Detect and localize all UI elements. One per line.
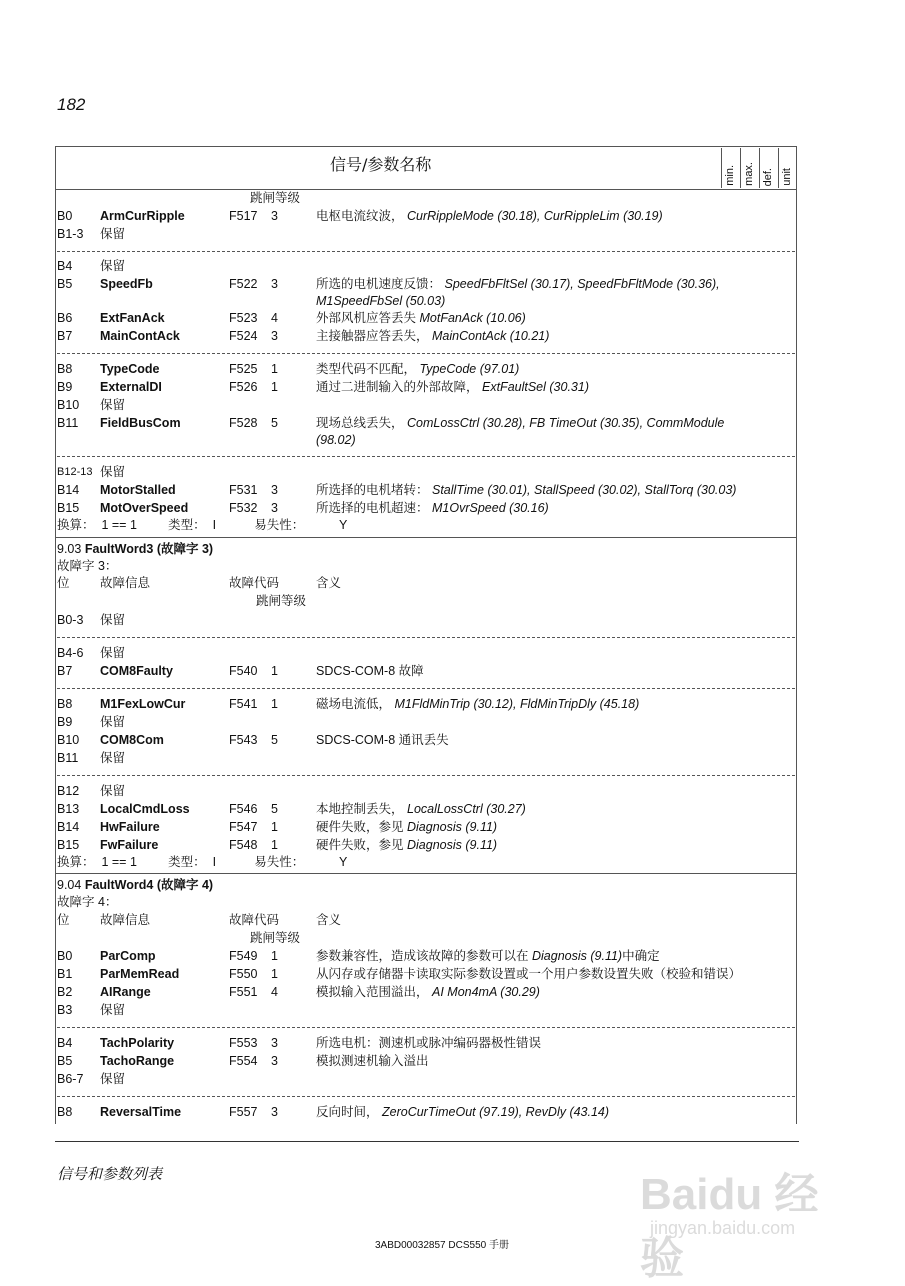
description-text: 含义 [316, 913, 342, 927]
fault-description [316, 837, 497, 854]
bit-label: B10 [57, 733, 80, 747]
group-divider [57, 688, 795, 689]
trip-level: 3 [271, 329, 278, 343]
fault-description [316, 276, 720, 293]
fault-code: F532 [229, 501, 258, 515]
bit-label: B4 [57, 259, 73, 273]
fault-code: F557 [229, 1105, 258, 1119]
fault-description [316, 328, 549, 345]
fault-name: 保留 [100, 715, 126, 729]
description-text: 硬件失败，参见 [316, 838, 404, 852]
column-max [740, 148, 760, 188]
fault-name: ExternalDI [100, 380, 162, 394]
description-text: 从闪存或存储器卡读取实际参数设置或一个用户参数设置失败（校验和错误） [316, 967, 742, 981]
fault-description [316, 310, 526, 327]
trip-level: 3 [271, 483, 278, 497]
fault-name: FwFailure [100, 838, 159, 852]
fault-description [316, 819, 497, 836]
bit-label: B13 [57, 802, 80, 816]
fault-name: ArmCurRipple [100, 209, 185, 223]
description-parameter-ref: M1OvrSpeed (30.16) [432, 501, 549, 515]
description-parameter-ref: (98.02) [316, 433, 356, 447]
column-unit [778, 148, 798, 188]
parameter-divider [55, 537, 797, 538]
fault-description [316, 801, 526, 818]
description-text: 所选择的电机堵转： [316, 483, 429, 497]
group-divider [57, 637, 795, 638]
fault-description [316, 984, 540, 1001]
bit-label: B11 [57, 751, 79, 765]
bit-label: B7 [57, 329, 73, 343]
fault-name: M1FexLowCur [100, 697, 186, 711]
trip-level: 3 [271, 1054, 278, 1068]
description-text: 外部风机应答丢失 [316, 311, 417, 325]
fault-description [316, 948, 660, 965]
description-parameter-ref: ExtFaultSel (30.31) [482, 380, 589, 394]
bit-label: B9 [57, 715, 73, 729]
fault-code: 故障代码 [229, 576, 280, 590]
bit-label: B8 [57, 697, 73, 711]
parameter-heading [57, 541, 213, 558]
description-text: 模拟输入范围溢出， [316, 985, 429, 999]
bit-label: B0 [57, 209, 73, 223]
trip-level: 1 [271, 380, 278, 394]
row-meta-text: 故障字 3： [57, 559, 118, 573]
bit-label: B7 [57, 664, 73, 678]
description-parameter-ref: MainContAck (10.21) [432, 329, 550, 343]
fault-name: FieldBusCom [100, 416, 181, 430]
trip-level: 4 [271, 985, 278, 999]
fault-name: 保留 [100, 784, 126, 798]
fault-name: 保留 [100, 1072, 126, 1086]
description-parameter-ref: M1FldMinTrip (30.12), FldMinTripDly (45.18) [394, 697, 640, 711]
bit-label: B1-3 [57, 227, 84, 241]
trip-level: 1 [271, 697, 278, 711]
fault-description [316, 912, 341, 929]
description-text: 主接触器应答丢失， [316, 329, 429, 343]
parameter-number: 9.03 [57, 542, 82, 556]
trip-level: 4 [271, 311, 278, 325]
fault-description [316, 1104, 609, 1121]
parameter-name: FaultWord3 (故障字 3) [84, 542, 214, 556]
fault-code: F523 [229, 311, 258, 325]
fault-name: 保留 [100, 259, 126, 273]
bit-label: B0 [57, 949, 73, 963]
description-text: 所选的电机速度反馈： [316, 277, 442, 291]
fault-description [316, 415, 724, 432]
parameter-divider [55, 873, 797, 874]
fault-code: F522 [229, 277, 258, 291]
bit-label: B14 [57, 483, 80, 497]
description-parameter-ref: AI Mon4mA (30.29) [432, 985, 540, 999]
fault-name: ParMemRead [100, 967, 180, 981]
baidu-watermark [640, 1140, 850, 1283]
group-divider [57, 456, 795, 457]
trip-level: 1 [271, 949, 278, 963]
trip-level: 跳闸等级 [250, 931, 301, 945]
table-header-title: 信号/参数名称 [330, 155, 432, 174]
bit-label: B14 [57, 820, 80, 834]
description-text-suffix: 中确定 [622, 949, 660, 963]
column-max-label: max. [743, 162, 755, 186]
description-text: 磁场电流低， [316, 697, 392, 711]
bit-label: B6-7 [57, 1072, 84, 1086]
fault-code: F524 [229, 329, 258, 343]
description-text: 电枢电流纹波， [316, 209, 404, 223]
description-text: SDCS-COM-8 故障 [316, 664, 424, 678]
description-text: 反向时间， [316, 1105, 379, 1119]
trip-level: 1 [271, 967, 278, 981]
bit-label: B5 [57, 1054, 73, 1068]
description-text: 通过二进制输入的外部故障， [316, 380, 479, 394]
description-text: 模拟测速机输入溢出 [316, 1054, 429, 1068]
fault-code: F546 [229, 802, 258, 816]
description-text: 参数兼容性，造成该故障的参数可以在 [316, 949, 529, 963]
fault-name: 保留 [100, 751, 126, 765]
bit-label: B0-3 [57, 613, 84, 627]
bit-label: B9 [57, 380, 73, 394]
fault-description [316, 732, 449, 749]
footer-document-id: 3ABD00032857 DCS550 手册 [375, 1240, 509, 1251]
footer-title: 信号和参数列表 [57, 1165, 163, 1183]
group-divider [57, 775, 795, 776]
description-parameter-ref: Diagnosis (9.11) [407, 820, 498, 834]
fault-code: F551 [229, 985, 258, 999]
parameter-number: 9.04 [57, 878, 82, 892]
description-parameter-ref: CurRippleMode (30.18), CurRippleLim (30.19) [407, 209, 663, 223]
description-parameter-ref: LocalLossCtrl (30.27) [407, 802, 526, 816]
bit-label: B10 [57, 398, 80, 412]
description-text: 本地控制丢失， [316, 802, 404, 816]
fault-name: 保留 [100, 646, 126, 660]
column-def-label: def. [762, 167, 774, 186]
fault-code: F543 [229, 733, 258, 747]
fault-description [316, 1035, 541, 1052]
description-text: 硬件失败，参见 [316, 820, 404, 834]
bit-label: B12 [57, 784, 80, 798]
fault-name: MotOverSpeed [100, 501, 189, 515]
fault-code: F547 [229, 820, 258, 834]
watermark-url: jingyan.baidu.com [650, 1218, 796, 1238]
description-parameter-ref: SpeedFbFltSel (30.17), SpeedFbFltMode (30.36), [444, 277, 720, 291]
bit-label: B5 [57, 277, 73, 291]
description-parameter-ref: StallTime (30.01), StallSpeed (30.02), StallTorq (30.03) [432, 483, 737, 497]
bit-label: B12-13 [57, 466, 93, 478]
header-separator [55, 189, 797, 190]
trip-level: 跳闸等级 [256, 594, 307, 608]
fault-code: F554 [229, 1054, 258, 1068]
bit-label: B8 [57, 1105, 73, 1119]
fault-name: 保留 [100, 1003, 126, 1017]
bit-label: 位 [57, 913, 70, 927]
fault-code: F525 [229, 362, 258, 376]
fault-name: TachoRange [100, 1054, 175, 1068]
column-min-label: min. [724, 165, 736, 186]
description-text: 所选电机：测速机或脉冲编码器极性错误 [316, 1036, 542, 1050]
trip-level: 1 [271, 838, 278, 852]
bit-label: B15 [57, 501, 80, 515]
trip-level: 3 [271, 1036, 278, 1050]
fault-description [316, 1053, 429, 1070]
description-parameter-ref: M1SpeedFbSel (50.03) [316, 294, 446, 308]
trip-level: 1 [271, 664, 278, 678]
fault-code: F550 [229, 967, 258, 981]
group-divider [57, 353, 795, 354]
parameter-name: FaultWord4 (故障字 4) [84, 878, 214, 892]
fault-code: F531 [229, 483, 258, 497]
bit-label: B2 [57, 985, 73, 999]
fault-code: F548 [229, 838, 258, 852]
bit-label: B4-6 [57, 646, 84, 660]
fault-name: 保留 [100, 465, 126, 479]
fault-name: LocalCmdLoss [100, 802, 190, 816]
fault-name: 故障信息 [100, 576, 151, 590]
trip-level: 3 [271, 501, 278, 515]
fault-name: MainContAck [100, 329, 180, 343]
bit-label: B6 [57, 311, 73, 325]
trip-level: 3 [271, 277, 278, 291]
fault-name: COM8Com [100, 733, 164, 747]
fault-name: ParComp [100, 949, 156, 963]
fault-code: F528 [229, 416, 258, 430]
fault-name: MotorStalled [100, 483, 176, 497]
column-def [759, 148, 779, 188]
fault-description [316, 663, 424, 680]
bit-label: B3 [57, 1003, 73, 1017]
trip-level: 3 [271, 209, 278, 223]
bit-label: B4 [57, 1036, 73, 1050]
bit-label: B1 [57, 967, 73, 981]
description-text: SDCS-COM-8 通讯丢失 [316, 733, 449, 747]
fault-name: TypeCode [100, 362, 160, 376]
description-text: 所选择的电机超速： [316, 501, 429, 515]
group-divider [57, 1027, 795, 1028]
description-parameter-ref: ZeroCurTimeOut (97.19), RevDly (43.14) [382, 1105, 610, 1119]
description-parameter-ref: TypeCode (97.01) [419, 362, 520, 376]
page-number: 182 [57, 95, 86, 114]
description-text: 含义 [316, 576, 342, 590]
fault-name: AIRange [100, 985, 151, 999]
fault-name: TachPolarity [100, 1036, 175, 1050]
column-unit-label: unit [781, 168, 793, 186]
group-divider [57, 251, 795, 252]
trip-level: 跳闸等级 [250, 191, 301, 205]
description-parameter-ref: Diagnosis (9.11) [407, 838, 498, 852]
bit-label: B15 [57, 838, 80, 852]
trip-level: 5 [271, 733, 278, 747]
fault-description [316, 500, 549, 517]
fault-name: ReversalTime [100, 1105, 182, 1119]
watermark-logo-text: Baidu 经验 [640, 1170, 819, 1283]
fault-code: F553 [229, 1036, 258, 1050]
description-parameter-ref: Diagnosis (9.11) [532, 949, 623, 963]
group-divider [57, 1096, 795, 1097]
bit-label: B11 [57, 416, 79, 430]
fault-name: SpeedFb [100, 277, 153, 291]
fault-code: F526 [229, 380, 258, 394]
fault-name: 保留 [100, 613, 126, 627]
column-min [721, 148, 741, 188]
fault-name: 保留 [100, 227, 126, 241]
fault-description [316, 293, 445, 310]
row-meta-text: 换算： 1 == 1 类型： I 易失性： Y [57, 855, 348, 869]
parameter-heading [57, 877, 213, 894]
fault-description [316, 379, 589, 396]
description-parameter-ref: ComLossCtrl (30.28), FB TimeOut (30.35), CommModule [407, 416, 725, 430]
row-meta-text: 故障字 4： [57, 895, 118, 909]
fault-description [316, 482, 736, 499]
trip-level: 3 [271, 1105, 278, 1119]
trip-level: 1 [271, 362, 278, 376]
description-parameter-ref: MotFanAck (10.06) [419, 311, 526, 325]
fault-description [316, 696, 639, 713]
bit-label: 位 [57, 576, 70, 590]
fault-description [316, 575, 341, 592]
trip-level: 5 [271, 802, 278, 816]
fault-code: F541 [229, 697, 258, 711]
trip-level: 5 [271, 416, 278, 430]
fault-description [316, 208, 663, 225]
fault-description [316, 361, 519, 378]
fault-description [316, 966, 741, 983]
fault-code: F540 [229, 664, 258, 678]
fault-name: ExtFanAck [100, 311, 165, 325]
fault-name: HwFailure [100, 820, 160, 834]
fault-description [316, 432, 356, 449]
description-text: 类型代码不匹配， [316, 362, 417, 376]
row-meta-text: 换算： 1 == 1 类型： I 易失性： Y [57, 518, 348, 532]
description-text: 现场总线丢失， [316, 416, 404, 430]
fault-code: 故障代码 [229, 913, 280, 927]
trip-level: 1 [271, 820, 278, 834]
bit-label: B8 [57, 362, 73, 376]
fault-code: F549 [229, 949, 258, 963]
fault-name: 保留 [100, 398, 126, 412]
fault-name: COM8Faulty [100, 664, 173, 678]
fault-name: 故障信息 [100, 913, 151, 927]
fault-code: F517 [229, 209, 258, 223]
